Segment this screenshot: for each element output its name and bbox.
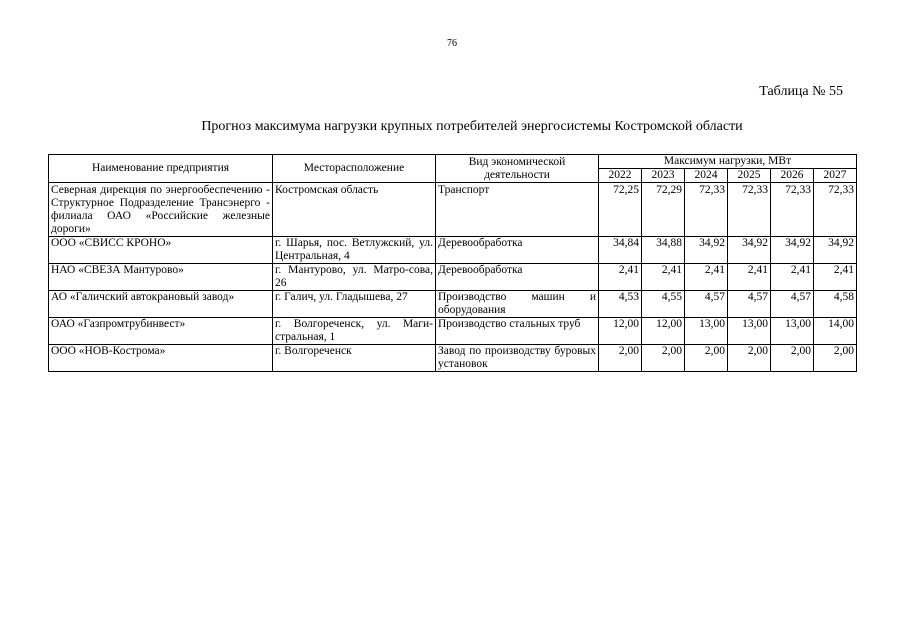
cell-load-value: 2,00 bbox=[599, 345, 642, 372]
table-header bbox=[49, 155, 857, 183]
cell-location: Костромская область bbox=[273, 183, 436, 237]
cell-load-value: 2,00 bbox=[771, 345, 814, 372]
header-location: Месторасположение bbox=[273, 155, 436, 183]
cell-enterprise-name: ООО «СВИСС КРОНО» bbox=[49, 237, 273, 264]
table-row bbox=[49, 345, 857, 372]
cell-load-value: 34,92 bbox=[728, 237, 771, 264]
cell-location: г. Шарья, пос. Ветлужский, ул. Центральная, 4 bbox=[273, 237, 436, 264]
header-year: 2025 bbox=[728, 169, 771, 183]
cell-enterprise-name: НАО «СВЕЗА Мантурово» bbox=[49, 264, 273, 291]
header-year: 2026 bbox=[771, 169, 814, 183]
cell-load-value: 12,00 bbox=[642, 318, 685, 345]
header-activity: Вид экономической деятельности bbox=[436, 155, 599, 183]
table-row bbox=[49, 183, 857, 237]
cell-load-value: 4,53 bbox=[599, 291, 642, 318]
cell-location: г. Мантурово, ул. Матро-сова, 26 bbox=[273, 264, 436, 291]
cell-load-value: 72,33 bbox=[771, 183, 814, 237]
cell-location: г. Волгореченск bbox=[273, 345, 436, 372]
cell-location: г. Галич, ул. Гладышева, 27 bbox=[273, 291, 436, 318]
cell-load-value: 2,00 bbox=[814, 345, 857, 372]
table-row bbox=[49, 237, 857, 264]
cell-load-value: 72,33 bbox=[814, 183, 857, 237]
cell-enterprise-name: ООО «НОВ-Кострома» bbox=[49, 345, 273, 372]
load-forecast-table bbox=[48, 154, 857, 372]
cell-activity: Завод по производству буровых установок bbox=[436, 345, 599, 372]
cell-load-value: 2,41 bbox=[685, 264, 728, 291]
cell-activity: Транспорт bbox=[436, 183, 599, 237]
cell-load-value: 2,41 bbox=[728, 264, 771, 291]
cell-load-value: 34,84 bbox=[599, 237, 642, 264]
cell-load-value: 2,41 bbox=[771, 264, 814, 291]
cell-enterprise-name: Северная дирекция по энергообеспечению - Структурное Подразделение Трансэнерго - филиала ОАО «Российские железные дороги» bbox=[49, 183, 273, 237]
cell-load-value: 4,57 bbox=[728, 291, 771, 318]
cell-enterprise-name: АО «Галичский автокрановый завод» bbox=[49, 291, 273, 318]
cell-load-value: 72,33 bbox=[685, 183, 728, 237]
cell-load-value: 4,58 bbox=[814, 291, 857, 318]
table-row bbox=[49, 291, 857, 318]
cell-load-value: 2,41 bbox=[642, 264, 685, 291]
cell-load-value: 14,00 bbox=[814, 318, 857, 345]
cell-load-value: 34,92 bbox=[685, 237, 728, 264]
cell-load-value: 4,55 bbox=[642, 291, 685, 318]
cell-load-value: 13,00 bbox=[685, 318, 728, 345]
cell-activity: Деревообработка bbox=[436, 237, 599, 264]
table-label: Таблица № 55 bbox=[759, 84, 843, 99]
header-max-load: Максимум нагрузки, МВт bbox=[599, 155, 857, 169]
header-year: 2023 bbox=[642, 169, 685, 183]
cell-activity: Производство машин и оборудования bbox=[436, 291, 599, 318]
cell-load-value: 72,33 bbox=[728, 183, 771, 237]
cell-activity: Производство стальных труб bbox=[436, 318, 599, 345]
cell-load-value: 2,41 bbox=[814, 264, 857, 291]
cell-load-value: 34,92 bbox=[771, 237, 814, 264]
page-number: 76 bbox=[447, 38, 457, 49]
table-row bbox=[49, 318, 857, 345]
cell-location: г. Волгореченск, ул. Маги-стральная, 1 bbox=[273, 318, 436, 345]
table-body bbox=[49, 183, 857, 372]
cell-load-value: 72,29 bbox=[642, 183, 685, 237]
cell-activity: Деревообработка bbox=[436, 264, 599, 291]
cell-load-value: 13,00 bbox=[771, 318, 814, 345]
table-title: Прогноз максимума нагрузки крупных потребителей энергосистемы Костромской области bbox=[201, 119, 743, 134]
table-row bbox=[49, 264, 857, 291]
cell-load-value: 2,00 bbox=[685, 345, 728, 372]
cell-load-value: 2,41 bbox=[599, 264, 642, 291]
header-year: 2022 bbox=[599, 169, 642, 183]
cell-enterprise-name: ОАО «Газпромтрубинвест» bbox=[49, 318, 273, 345]
cell-load-value: 2,00 bbox=[642, 345, 685, 372]
cell-load-value: 13,00 bbox=[728, 318, 771, 345]
header-row-top bbox=[49, 155, 857, 169]
cell-load-value: 12,00 bbox=[599, 318, 642, 345]
cell-load-value: 4,57 bbox=[685, 291, 728, 318]
cell-load-value: 34,88 bbox=[642, 237, 685, 264]
cell-load-value: 34,92 bbox=[814, 237, 857, 264]
header-year: 2027 bbox=[814, 169, 857, 183]
cell-load-value: 4,57 bbox=[771, 291, 814, 318]
cell-load-value: 72,25 bbox=[599, 183, 642, 237]
cell-load-value: 2,00 bbox=[728, 345, 771, 372]
header-name: Наименование предприятия bbox=[49, 155, 273, 183]
header-year: 2024 bbox=[685, 169, 728, 183]
